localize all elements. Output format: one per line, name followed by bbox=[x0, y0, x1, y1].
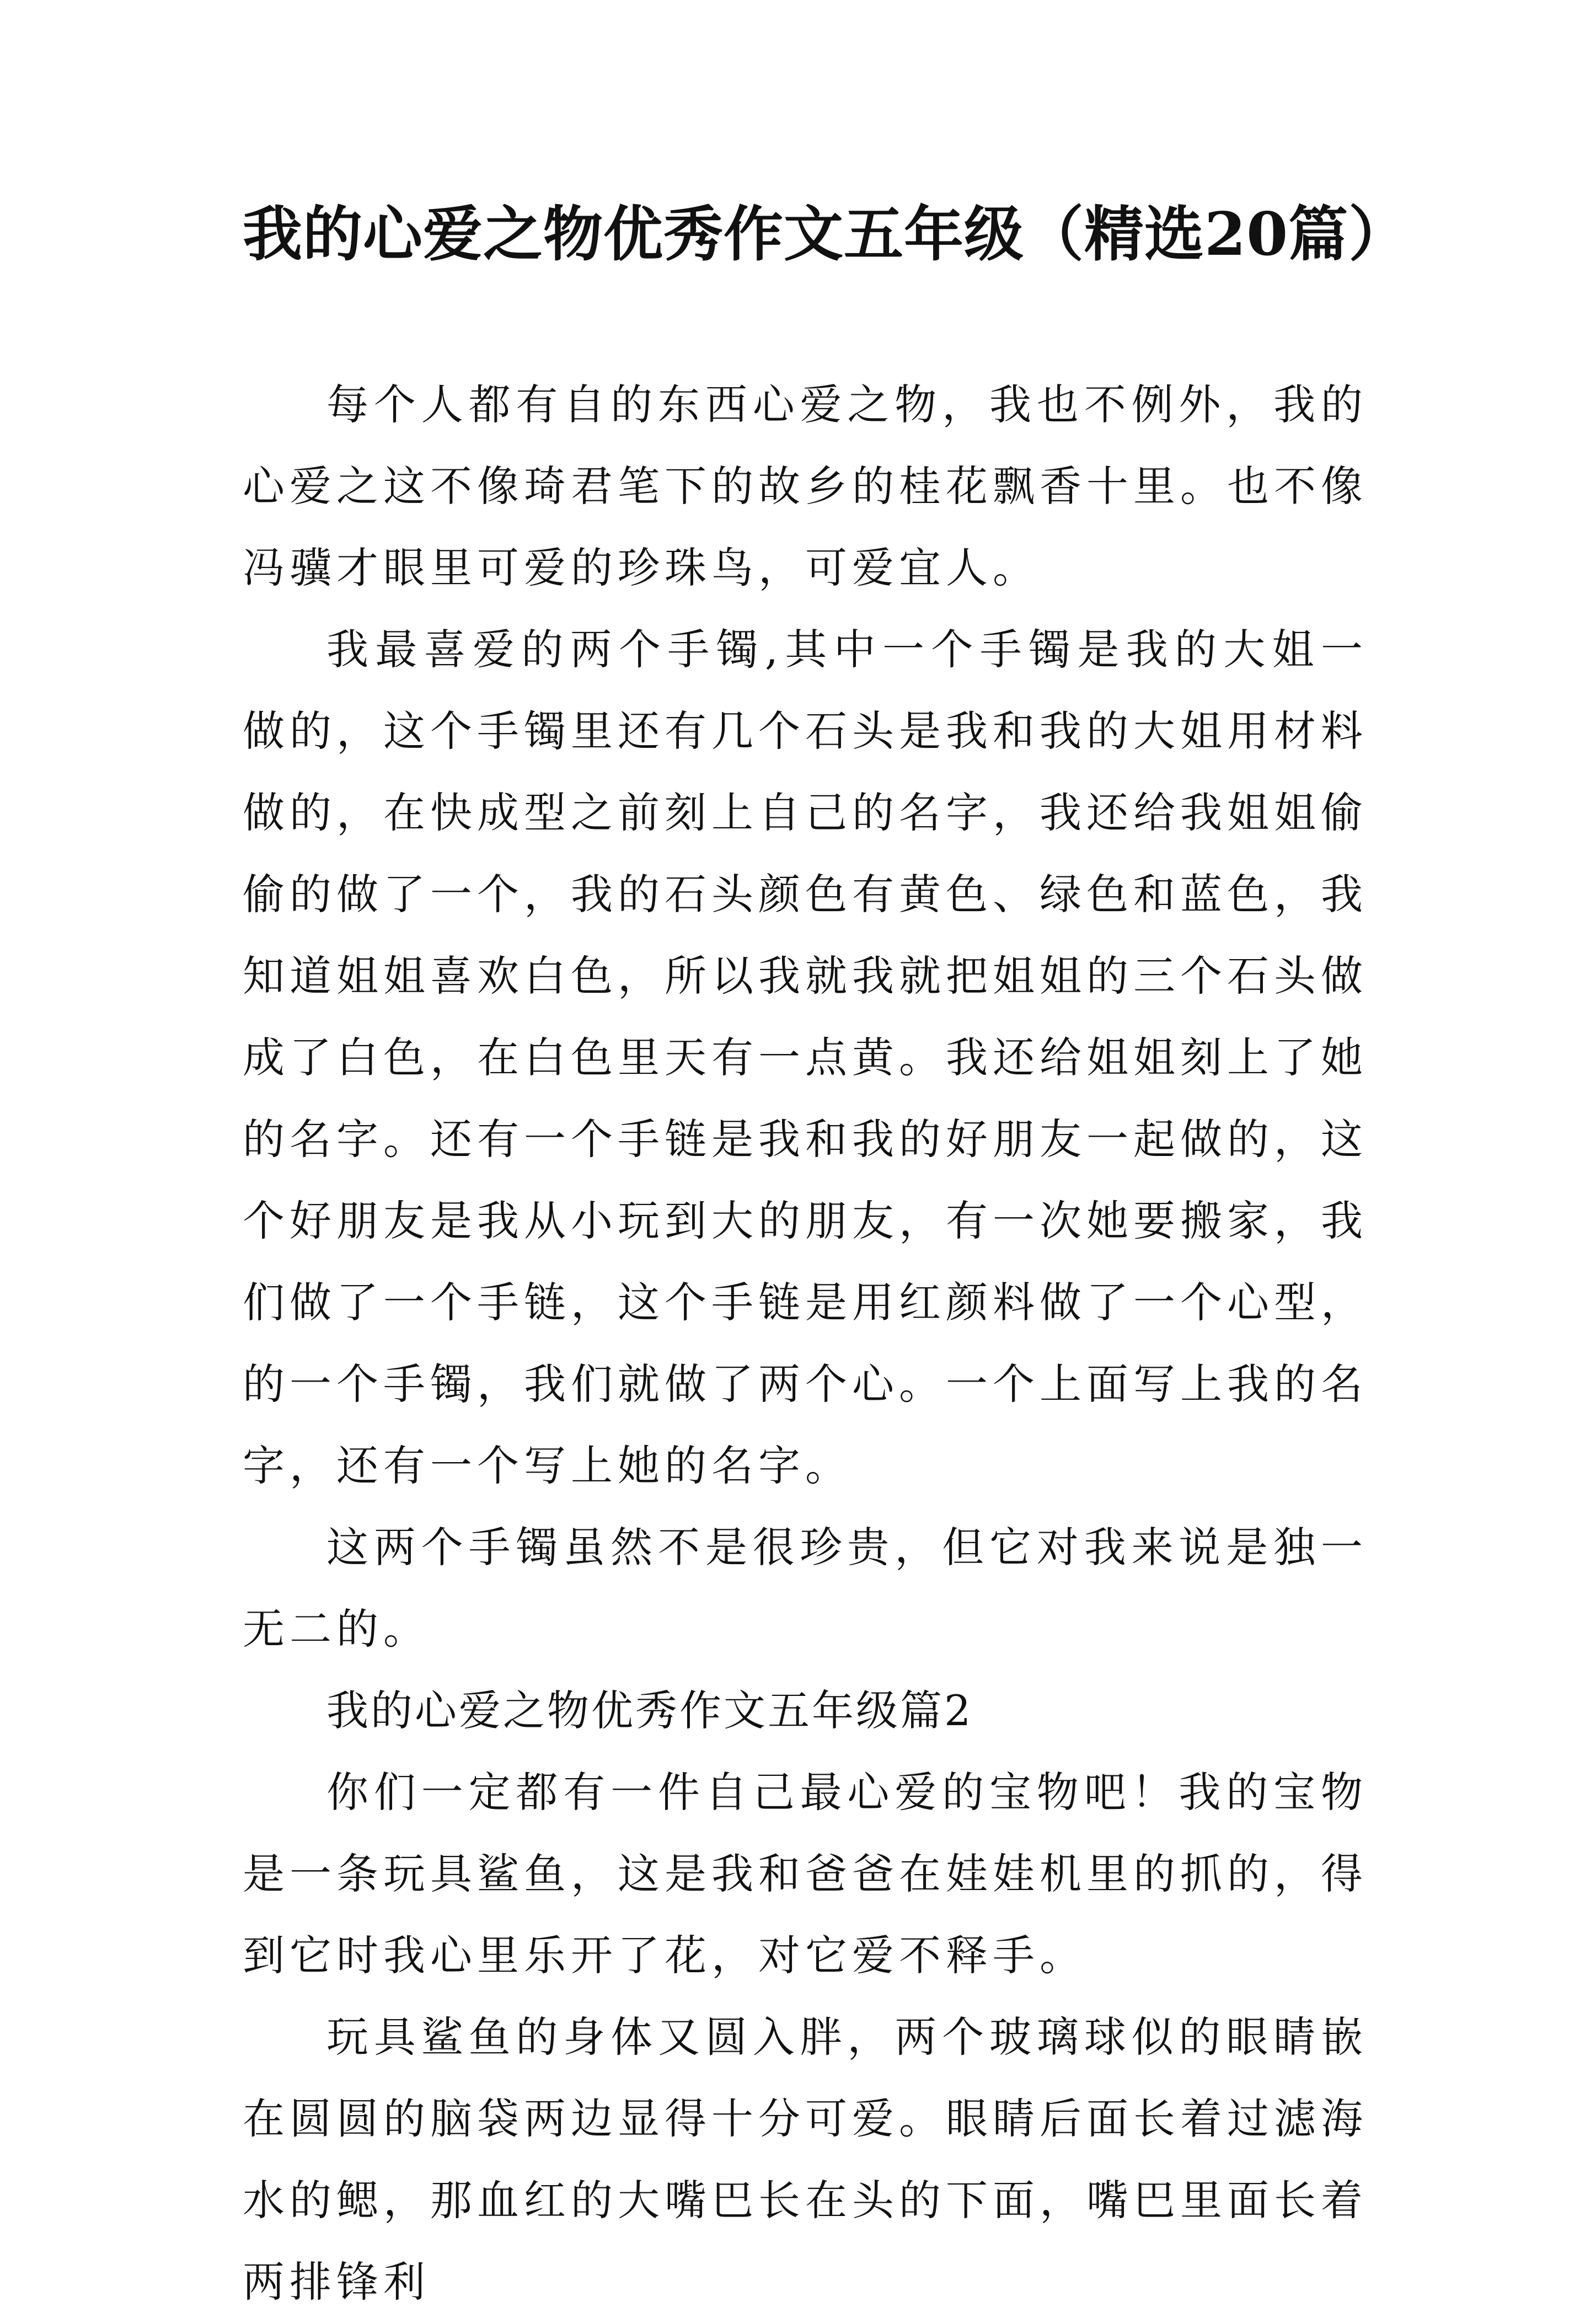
paragraph: 玩具鲨鱼的身体又圆入胖，两个玻璃球似的眼睛嵌在圆圆的脑袋两边显得十分可爱。眼睛后面长着过滤海水的鳃，那血红的大嘴巴长在头的下面，嘴巴里面长着两排锋利 bbox=[243, 2012, 1368, 2306]
paragraph: 这两个手镯虽然不是很珍贵，但它对我来说是独一无二的。 bbox=[243, 1523, 1368, 1653]
document-body bbox=[243, 364, 1368, 2323]
document-title: 我的心爱之物优秀作文五年级（精选20篇） bbox=[243, 200, 1409, 269]
paragraph: 我最喜爱的两个手镯,其中一个手镯是我的大姐一做的，这个手镯里还有几个石头是我和我的大姐用材料做的，在快成型之前刻上自己的名字，我还给我姐姐偷偷的做了一个，我的石头颜色有黄色、绿色和蓝色，我知道姐姐喜欢白色，所以我就我就把姐姐的三个石头做成了白色，在白色里天有一点黄。我还给姐姐刻上了她的名字。还有一个手链是我和我的好朋友一起做的，这个好朋友是我从小玩到大的朋友，有一次她要搬家，我们做了一个手链，这个手链是用红颜料做了一个心型，的一个手镯，我们就做了两个心。一个上面写上我的名字，还有一个写上她的名字。 bbox=[243, 625, 1368, 1490]
paragraph: 你们一定都有一件自己最心爱的宝物吧！我的宝物是一条玩具鲨鱼，这是我和爸爸在娃娃机里的抓的，得到它时我心里乐开了花，对它爱不释手。 bbox=[243, 1768, 1368, 1980]
paragraph: 每个人都有自的东西心爱之物，我也不例外，我的心爱之这不像琦君笔下的故乡的桂花飘香十里。也不像冯骥才眼里可爱的珍珠鸟，可爱宜人。 bbox=[243, 380, 1368, 592]
section-heading: 我的心爱之物优秀作文五年级篇2 bbox=[326, 1686, 973, 1735]
